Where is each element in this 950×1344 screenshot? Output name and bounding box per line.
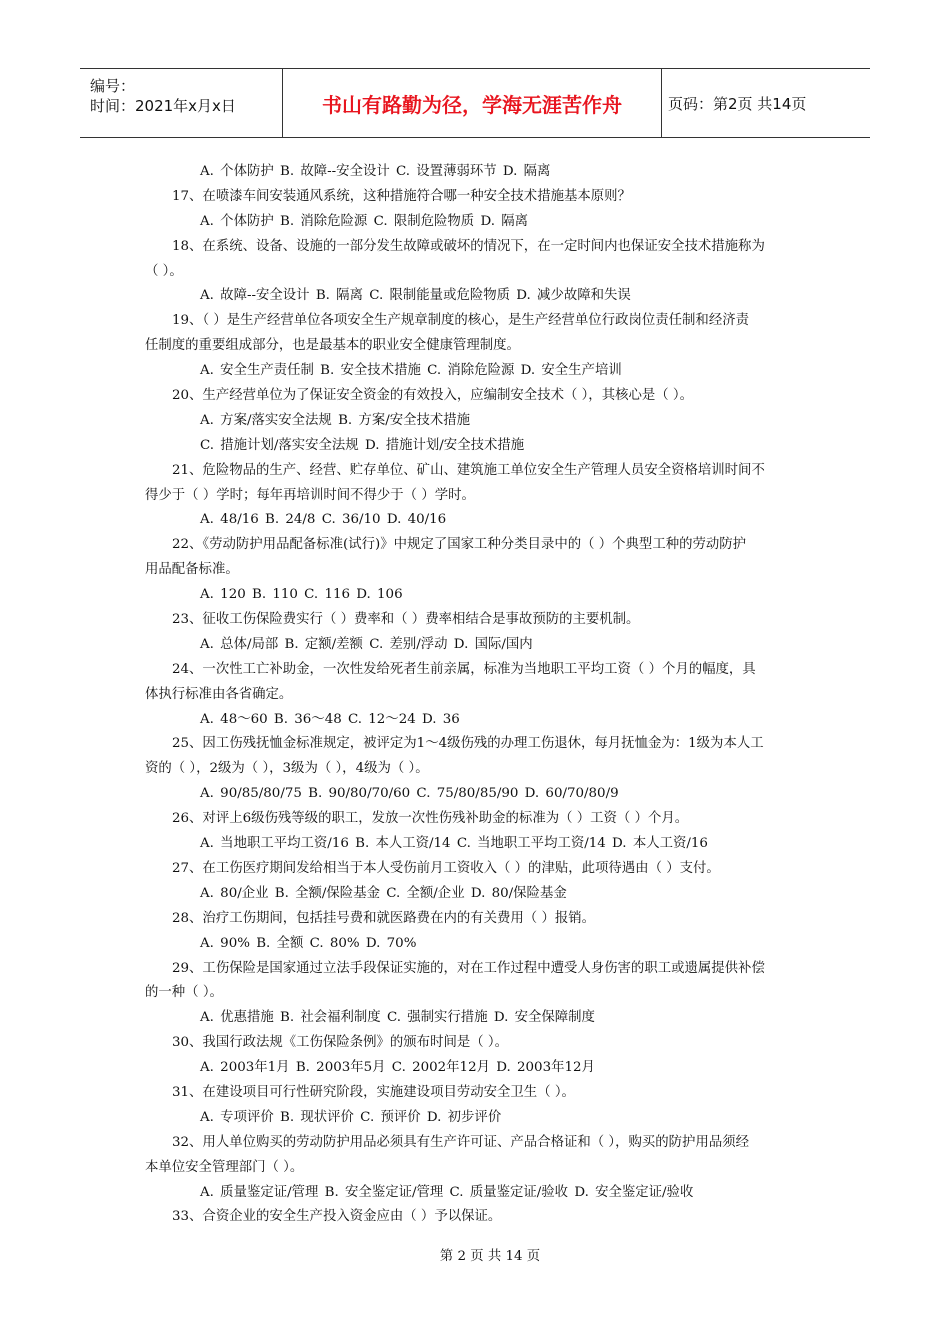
answer-options: A. 总体/局部 B. 定额/差额 C. 差别/浮动 D. 国际/国内: [200, 636, 533, 652]
question-text: 31、在建设项目可行性研究阶段，实施建设项目劳动安全卫生（ ）。: [172, 1084, 575, 1100]
question-text: 23、征收工伤保险费实行（ ）费率和（ ）费率相结合是事故预防的主要机制。: [172, 612, 640, 628]
question-continuation: 任制度的重要组成部分，也是最基本的职业安全健康管理制度。: [145, 338, 520, 354]
answer-options: A. 2003年1月 B. 2003年5月 C. 2002年12月 D. 2003年12月: [200, 1060, 595, 1076]
header-motto: 书山有路勤为径，学海无涯苦作舟: [283, 69, 662, 137]
answer-options: A. 故障--安全设计 B. 隔离 C. 限制能量或危险物质 D. 减少故障和失误: [200, 288, 631, 304]
question-text: 28、治疗工伤期间，包括挂号费和就医路费在内的有关费用（ ）报销。: [172, 910, 596, 926]
question-text: 24、一次性工亡补助金，一次性发给死者生前亲属，标准为当地职工平均工资（ ）个月的幅度，具: [172, 661, 756, 677]
answer-options: A. 安全生产责任制 B. 安全技术措施 C. 消除危险源 D. 安全生产培训: [200, 363, 622, 379]
header-meta-cell: [80, 69, 283, 137]
answer-options: A. 专项评价 B. 现状评价 C. 预评价 D. 初步评价: [200, 1109, 502, 1125]
question-text: 18、在系统、设备、设施的一部分发生故障或破坏的情况下，在一定时间内也保证安全技术措施称为: [172, 238, 765, 254]
answer-options: A. 120 B. 110 C. 116 D. 106: [200, 587, 403, 603]
question-continuation: （ ）。: [145, 263, 183, 279]
question-continuation: 本单位安全管理部门（ ）。: [145, 1159, 304, 1175]
question-list: [145, 160, 805, 1230]
page-header: [80, 68, 870, 138]
question-text: 26、对评上6级伤残等级的职工，发放一次性伤残补助金的标准为（ ）工资（ ）个月。: [172, 811, 689, 827]
question-text: 25、因工伤残抚恤金标准规定，被评定为1～4级伤残的办理工伤退休，每月抚恤金为：1级为本人工: [172, 736, 764, 752]
document-code-label: 编号：: [90, 77, 136, 95]
question-text: 17、在喷漆车间安装通风系统，这种措施符合哪一种安全技术措施基本原则？: [172, 188, 631, 204]
question-text: 22、《劳动防护用品配备标准(试行)》中规定了国家工种分类目录中的（ ）个典型工种的劳动防护: [172, 537, 747, 553]
page-footer: 第 2 页 共 14 页: [439, 1249, 541, 1264]
question-continuation: 体执行标准由各省确定。: [145, 686, 293, 702]
question-continuation: 的一种（ ）。: [145, 985, 223, 1001]
question-text: 27、在工伤医疗期间发给相当于本人受伤前月工资收入（ ）的津贴，此项待遇由（ ）支付。: [172, 860, 720, 876]
answer-options: A. 优惠措施 B. 社会福利制度 C. 强制实行措施 D. 安全保障制度: [200, 1010, 595, 1026]
question-continuation: 得少于（ ）学时；每年再培训时间不得少于（ ）学时。: [145, 487, 475, 503]
answer-options: A. 质量鉴定证/管理 B. 安全鉴定证/管理 C. 质量鉴定证/验收 D. 安全鉴定证/验收: [200, 1184, 694, 1200]
answer-options: A. 个体防护 B. 故障--安全设计 C. 设置薄弱环节 D. 隔离: [200, 164, 551, 179]
answer-options: A. 90/85/80/75 B. 90/80/70/60 C. 75/80/85/90 D. 60/70/80/9: [200, 786, 619, 802]
answer-options: C. 措施计划/落实安全法规 D. 措施计划/安全技术措施: [200, 437, 525, 453]
answer-options: A. 90% B. 全额 C. 80% D. 70%: [200, 935, 417, 951]
question-text: 33、合资企业的安全生产投入资金应由（ ）予以保证。: [172, 1209, 502, 1225]
question-continuation: 资的（ ），2级为（ ），3级为（ ），4级为（ ）。: [145, 761, 429, 777]
answer-options: A. 当地职工平均工资/16 B. 本人工资/14 C. 当地职工平均工资/14 D. 本人工资/16: [200, 836, 708, 852]
header-page-number: 页码：第2页 共14页: [668, 94, 807, 113]
answer-options: A. 方案/落实安全法规 B. 方案/安全技术措施: [200, 412, 471, 428]
question-text: 21、危险物品的生产、经营、贮存单位、矿山、建筑施工单位安全生产管理人员安全资格培训时间不: [172, 462, 765, 478]
question-continuation: 用品配备标准。: [145, 562, 239, 578]
question-text: 19、（ ）是生产经营单位各项安全生产规章制度的核心，是生产经营单位行政岗位责任制和经济责: [172, 313, 749, 329]
answer-options: A. 48～60 B. 36～48 C. 12～24 D. 36: [200, 711, 460, 727]
question-text: 29、工伤保险是国家通过立法手段保证实施的，对在工作过程中遭受人身伤害的职工或遗属提供补偿: [172, 960, 765, 976]
answer-options: A. 个体防护 B. 消除危险源 C. 限制危险物质 D. 隔离: [200, 213, 528, 229]
answer-options: A. 80/企业 B. 全额/保险基金 C. 全额/企业 D. 80/保险基金: [200, 885, 567, 901]
answer-options: A. 48/16 B. 24/8 C. 36/10 D. 40/16: [200, 512, 447, 528]
question-text: 20、生产经营单位为了保证安全资金的有效投入，应编制安全技术（ ），其核心是（ ）。: [172, 388, 693, 404]
document-date-label: 时间：2021年x月x日: [90, 97, 236, 115]
question-text: 30、我国行政法规《工伤保险条例》的颁布时间是（ ）。: [172, 1035, 508, 1051]
question-text: 32、用人单位购买的劳动防护用品必须具有生产许可证、产品合格证和（ ），购买的防护用品须经: [172, 1134, 749, 1150]
